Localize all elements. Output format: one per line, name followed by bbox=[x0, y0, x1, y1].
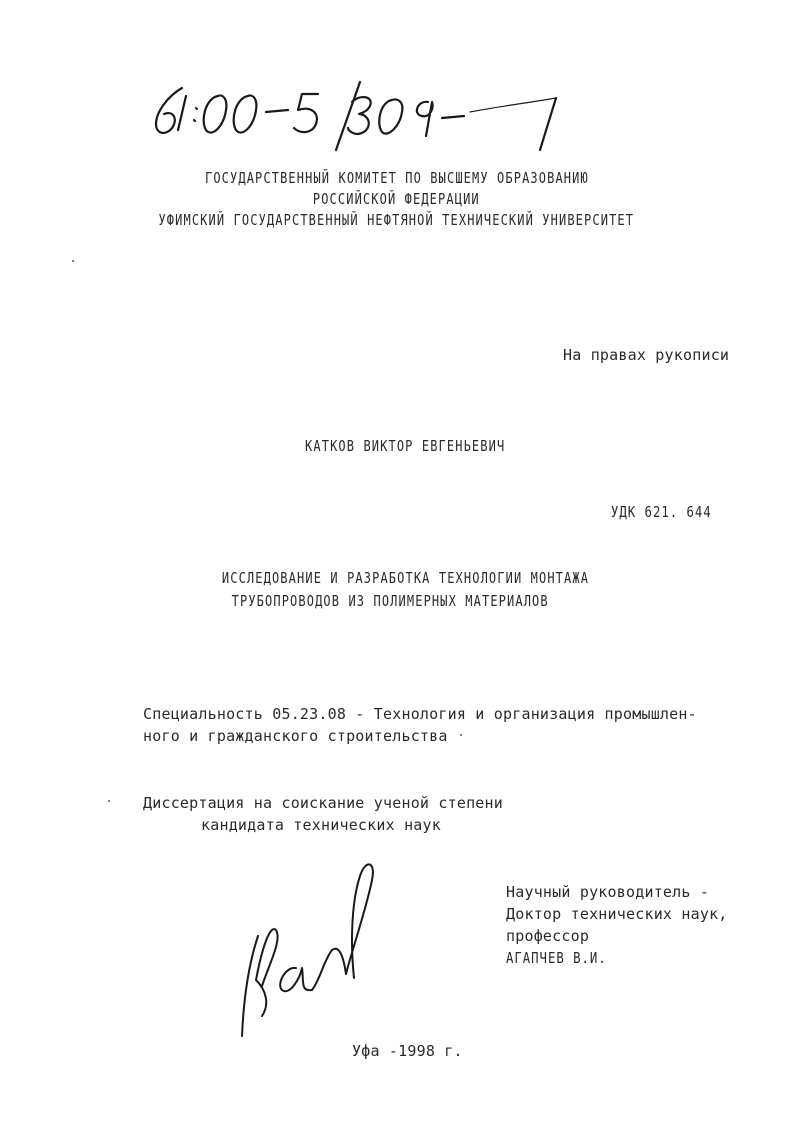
author-name: КАТКОВ ВИКТОР ЕВГЕНЬЕВИЧ bbox=[304, 437, 506, 455]
supervisor-line-1: Научный руководитель - bbox=[506, 883, 710, 901]
scan-speck bbox=[460, 734, 462, 736]
manuscript-rights-note: На правах рукописи bbox=[563, 346, 730, 364]
dissertation-degree-line-2: кандидата технических наук bbox=[201, 816, 441, 834]
header-line-2: РОССИЙСКОЙ ФЕДЕРАЦИИ bbox=[313, 190, 480, 208]
header-line-3: УФИМСКИЙ ГОСУДАРСТВЕННЫЙ НЕФТЯНОЙ ТЕХНИЧЕСКИЙ УНИВЕРСИТЕТ bbox=[158, 211, 635, 229]
specialty-line-2: ного и гражданского строительства bbox=[143, 727, 448, 745]
thesis-title-line-2: ТРУБОПРОВОДОВ ИЗ ПОЛИМЕРНЫХ МАТЕРИАЛОВ bbox=[231, 592, 549, 610]
scan-speck bbox=[108, 800, 110, 802]
supervisor-line-3: профессор bbox=[506, 927, 590, 945]
supervisor-line-4: АГАПЧЕВ В.И. bbox=[506, 949, 607, 967]
supervisor-line-2: Доктор технических наук, bbox=[506, 905, 728, 923]
thesis-title-line-1: ИССЛЕДОВАНИЕ И РАЗРАБОТКА ТЕХНОЛОГИИ МОНТАЖА bbox=[221, 569, 589, 587]
city-year: Уфа -1998 г. bbox=[352, 1042, 463, 1060]
udk-code: УДК 621. 644 bbox=[611, 503, 712, 521]
header-line-1: ГОСУДАРСТВЕННЫЙ КОМИТЕТ ПО ВЫСШЕМУ ОБРАЗОВАНИЮ bbox=[204, 169, 589, 187]
scan-speck bbox=[72, 260, 74, 262]
specialty-line-1: Специальность 05.23.08 - Технология и организация промышлен- bbox=[143, 705, 697, 723]
dissertation-degree-line-1: Диссертация на соискание ученой степени bbox=[143, 794, 503, 812]
